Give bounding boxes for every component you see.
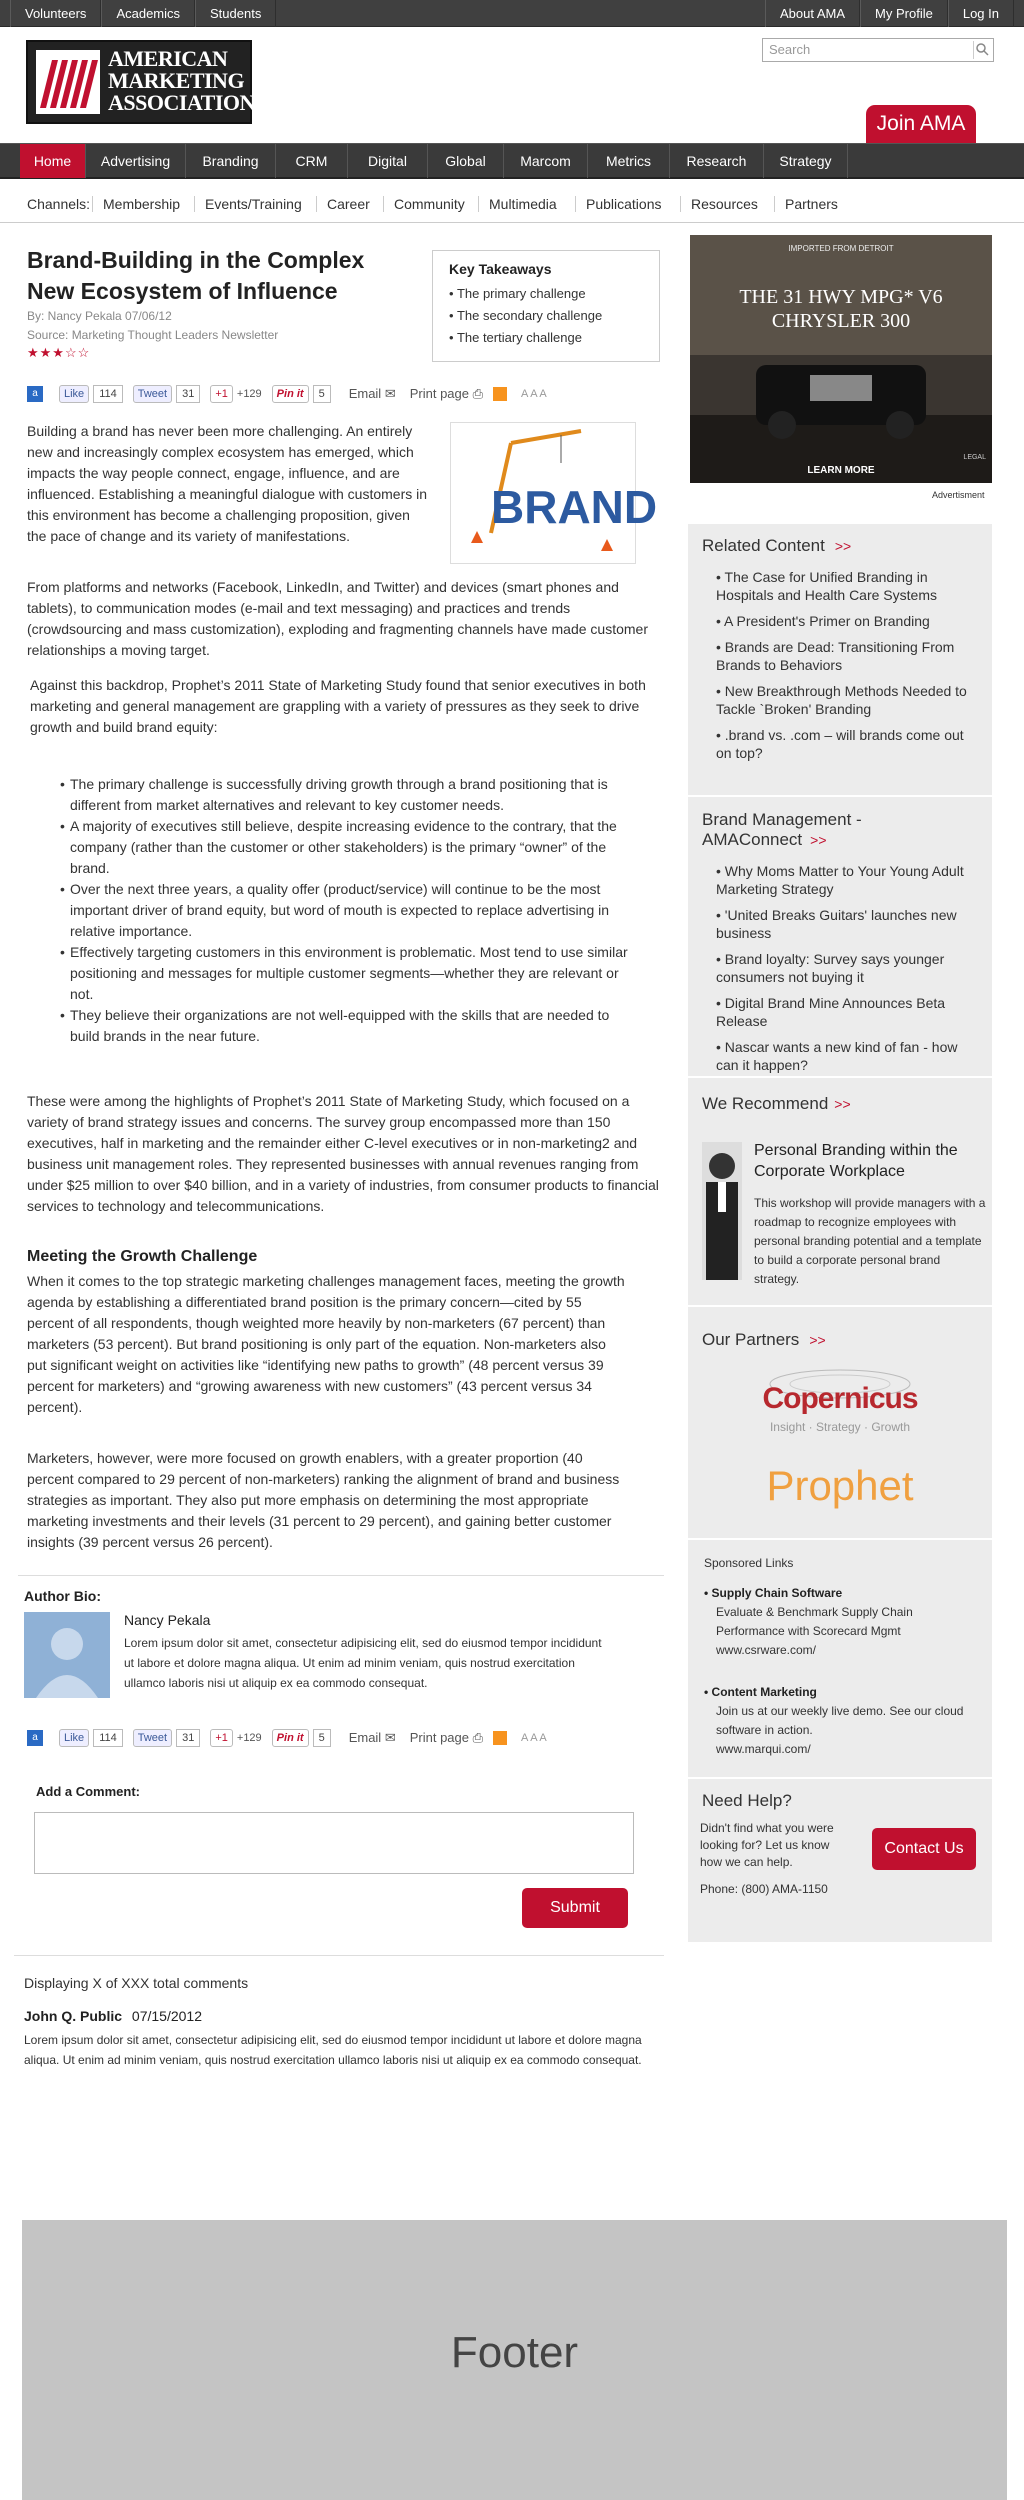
nav-strategy[interactable]: Strategy	[764, 144, 848, 178]
channel-membership[interactable]: Membership	[92, 196, 190, 212]
sponsored-link[interactable]	[704, 1584, 984, 1660]
addthis-icon[interactable]: a	[27, 1730, 43, 1746]
copernicus-tagline: Insight · Strategy · Growth	[769, 1420, 911, 1434]
ad-learn-more: LEARN MORE	[807, 465, 875, 476]
tweet-count: 31	[176, 385, 200, 403]
article-paragraph: Against this backdrop, Prophet’s 2011 State of Marketing Study found that senior executives in both marketing and general management are grappling with a variety of pressures as they seek to drive growth and build brand equity:	[30, 677, 646, 735]
add-comment-heading: Add a Comment:	[36, 1784, 140, 1799]
share-bar	[27, 385, 647, 403]
channel-events[interactable]: Events/Training	[194, 196, 312, 212]
ama-logo[interactable]	[26, 40, 255, 124]
comment-count: Displaying X of XXX total comments	[24, 1975, 249, 1991]
ad-legal: LEGAL	[963, 454, 986, 461]
article-source: Source: Marketing Thought Leaders Newsletter	[27, 328, 279, 342]
brand-image	[450, 422, 658, 564]
sponsored-link-url: www.marqui.com/	[716, 1742, 811, 1756]
sponsored-link[interactable]	[704, 1683, 984, 1759]
article-paragraph: When it comes to the top strategic marketing challenges management faces, meeting the growth agenda by establishing a differentiated brand position is the primary concern—cited by 55 percent of all respondents, though weighted more heavily by non-marketers (67 percent) than marketers (53 percent). But brand positioning is only part of the equation. Non-marketers also put significant weight on activities like “identifying new paths to growth” (48 percent versus 39 percent for marketers) and “growing awareness with new customers” (43 percent versus 34 percent).	[27, 1273, 625, 1415]
search-input[interactable]: Search	[762, 38, 994, 62]
nav-metrics[interactable]: Metrics	[588, 144, 670, 178]
rss-icon[interactable]	[493, 1731, 507, 1745]
nav-home[interactable]: Home	[20, 144, 86, 178]
nav-branding[interactable]: Branding	[186, 144, 276, 178]
article-title: Brand-Building in the Complex New Ecosystem of Influence	[27, 247, 365, 304]
article-paragraph: Marketers, however, were more focused on growth enablers, with a greater proportion (40 percent compared to 29 percent of non-marketers) ranking the alignment of brand and business strategies as important. They also put more emphasis on determining the most appropriate marketing investments and their levels (31 percent to 29 percent), and gaining better customer insights (39 percent versus 26 percent).	[27, 1450, 620, 1550]
print-icon: ⎙	[472, 1730, 484, 1745]
channels-nav	[0, 190, 1024, 218]
pinterest-button[interactable]: Pin it	[272, 385, 309, 403]
email-icon: ✉	[384, 1730, 396, 1745]
channels-label: Channels:	[27, 196, 91, 212]
recommend-text: This workshop will provide managers with a roadmap to recognize employees with personal branding potential and a template to build a corporate personal brand strategy.	[754, 1196, 986, 1286]
nav-crm[interactable]: CRM	[276, 144, 348, 178]
topbar-about-link[interactable]: About AMA	[765, 0, 860, 27]
article-paragraph: From platforms and networks (Facebook, LinkedIn, and Twitter) and devices (smart phones and tablets), to communication modes (e-mail and text messaging) and practices and trends (crowdsourcing and mass customization), exploding and fragmenting channels have made customer relationships a moving target.	[27, 579, 648, 658]
help-title: Need Help?	[702, 1791, 792, 1810]
key-takeaways-title: Key Takeaways	[449, 261, 552, 277]
facebook-like-button[interactable]: Like	[59, 385, 89, 403]
addthis-icon[interactable]: a	[27, 386, 43, 402]
topbar-students-link[interactable]: Students	[195, 0, 276, 27]
join-ama-button[interactable]: Join AMA	[866, 105, 976, 143]
brand-image-text: BRAND	[491, 481, 658, 533]
help-phone: Phone: (800) AMA-1150	[700, 1882, 828, 1896]
list-item: • Effectively targeting customers in this environment is problematic. Most tend to use similar positioning and messages for multiple customer segments—whether they are relevant or not.	[60, 942, 640, 1005]
comment-text: Lorem ipsum dolor sit amet, consectetur adipisicing elit, sed do eiusmod tempor incididunt ut labore et dolore magna aliqua. Ut enim ad minim veniam, quis nostrud exercitation ullamco laboris nisi ut aliquip ex ea commodo consequat.	[24, 2033, 642, 2067]
sponsored-link-text: Join us at our weekly live demo. See our cloud software in action.	[716, 1704, 964, 1737]
tweet-count: 31	[176, 1729, 200, 1747]
nav-advertising[interactable]: Advertising	[86, 144, 186, 178]
nav-research[interactable]: Research	[670, 144, 764, 178]
amaconnect-more-link[interactable]: >>	[810, 832, 827, 848]
related-item[interactable]: • New Breakthrough Methods Needed to Tackle `Broken' Branding	[716, 683, 967, 717]
related-item[interactable]: • A President's Primer on Branding	[716, 613, 930, 629]
pinterest-button[interactable]: Pin it	[272, 1729, 309, 1747]
ama-logo-mark-icon	[36, 50, 100, 114]
related-content	[702, 536, 982, 770]
article-byline: By: Nancy Pekala 07/06/12	[27, 309, 172, 323]
article-paragraph: Building a brand has never been more challenging. An entirely new and increasingly complex ecosystem has emerged, which impacts the way people connect, engage, influence, and are influenced. Establishing a meaningful dialogue with customers in this environment has become a challenging proposition, given the pace of change and its variety of manifestations.	[27, 423, 428, 544]
help-text: Didn't find what you were looking for? Let us know how we can help.	[700, 1821, 834, 1869]
recommend-photo	[702, 1142, 742, 1280]
takeaway-item: • The primary challenge	[449, 286, 586, 301]
google-plus-button[interactable]: +1	[210, 1729, 233, 1747]
comment-header	[24, 2008, 202, 2024]
plus-count: +129	[236, 388, 262, 400]
google-plus-button[interactable]: +1	[210, 385, 233, 403]
amaconnect-item[interactable]: • Digital Brand Mine Announces Beta Release	[716, 995, 946, 1029]
channel-publications[interactable]: Publications	[575, 196, 672, 212]
email-icon: ✉	[384, 386, 396, 401]
print-link[interactable]: Print page ⎙	[409, 386, 484, 401]
amaconnect-item[interactable]: • Why Moms Matter to Your Young Adult Marketing Strategy	[716, 863, 964, 897]
takeaway-item: • The tertiary challenge	[449, 330, 582, 345]
section-heading: Meeting the Growth Challenge	[27, 1248, 258, 1265]
plus-count: +129	[236, 1732, 262, 1744]
email-link[interactable]: Email ✉	[348, 386, 396, 401]
like-count: 114	[93, 1729, 123, 1747]
recommend-headline[interactable]: Personal Branding within the Corporate Workplace	[754, 1142, 958, 1180]
list-item: • The primary challenge is successfully driving growth through a brand positioning that is different from market alternatives and relevant to key customer needs.	[60, 774, 640, 816]
amaconnect-title: Brand Management - AMAConnect >>	[702, 810, 862, 849]
email-link[interactable]: Email ✉	[348, 1730, 396, 1745]
nav-marcom[interactable]: Marcom	[504, 144, 588, 178]
author-bio-heading: Author Bio:	[24, 1588, 101, 1604]
author-avatar	[24, 1612, 110, 1698]
topbar-login-link[interactable]: Log In	[948, 0, 1014, 27]
footer	[22, 2220, 1007, 2500]
like-count: 114	[93, 385, 123, 403]
print-icon: ⎙	[472, 386, 484, 401]
submit-comment-button[interactable]: Submit	[522, 1888, 628, 1928]
topbar-academics-link[interactable]: Academics	[101, 0, 195, 27]
tweet-button[interactable]: Tweet	[133, 385, 172, 403]
channel-resources[interactable]: Resources	[680, 196, 768, 212]
search-icon[interactable]	[973, 41, 991, 59]
amaconnect-section	[702, 810, 982, 1082]
sponsored-link-url: www.csrware.com/	[716, 1643, 817, 1657]
channel-multimedia[interactable]: Multimedia	[478, 196, 567, 212]
copernicus-logo[interactable]	[740, 1360, 940, 1440]
ad-headline-1: THE 31 HWY MPG* V6	[739, 286, 943, 308]
sponsored-link-text: Evaluate & Benchmark Supply Chain Performance with Scorecard Mgmt	[716, 1605, 913, 1638]
ad-top-text: IMPORTED FROM DETROIT	[788, 244, 894, 253]
nav-global[interactable]: Global	[428, 144, 504, 178]
commenter-name: John Q. Public	[24, 2008, 123, 2024]
recommend-title: We Recommend >>	[702, 1094, 851, 1113]
footer-label: Footer	[450, 2328, 579, 2377]
rss-icon[interactable]	[493, 387, 507, 401]
related-item[interactable]: • Brands are Dead: Transitioning From Brands to Behaviors	[716, 639, 955, 673]
pin-count: 5	[313, 385, 331, 403]
comment-textarea[interactable]	[34, 1812, 634, 1874]
amaconnect-item[interactable]: • Brand loyalty: Survey says younger consumers not buying it	[716, 951, 945, 985]
utility-bar	[0, 0, 1024, 27]
contact-us-button[interactable]: Contact Us	[872, 1828, 976, 1870]
ama-logo-text: AMERICAN MARKETING ASSOCIATION	[108, 46, 255, 115]
partners-more-link[interactable]: >>	[809, 1332, 826, 1348]
channel-partners[interactable]: Partners	[774, 196, 848, 212]
related-item[interactable]: • The Case for Unified Branding in Hospitals and Health Care Systems	[716, 569, 937, 603]
channel-career[interactable]: Career	[316, 196, 380, 212]
related-item[interactable]: • .brand vs. .com – will brands come out on top?	[716, 727, 964, 761]
topbar-volunteers-link[interactable]: Volunteers	[10, 0, 101, 27]
share-bar-bottom	[27, 1729, 647, 1747]
channel-community[interactable]: Community	[383, 196, 475, 212]
sponsored-title: Sponsored Links	[704, 1556, 794, 1570]
font-size-controls[interactable]: A A A	[521, 1732, 547, 1744]
amaconnect-item[interactable]: • Nascar wants a new kind of fan - how can it happen?	[716, 1039, 958, 1073]
print-link[interactable]: Print page ⎙	[409, 1730, 484, 1745]
recommend-more-link[interactable]: >>	[834, 1096, 851, 1112]
article-paragraph: These were among the highlights of Prophet’s 2011 State of Marketing Study, which focused on a variety of brand strategy issues and concerns. The survey group encompassed more than 150 executives, half in marketing and the remainder either C-level executives or in non-marketing2 and business unit management roles. They represented businesses with annual revenues ranging from under $25 million to over $40 billion, and in a variety of industries, from consumer products to financial services to technology and telecommunications.	[27, 1093, 659, 1214]
takeaway-item: • The secondary challenge	[449, 308, 603, 323]
key-takeaways	[432, 250, 660, 362]
font-size-controls[interactable]: A A A	[521, 388, 547, 400]
partners-title: Our Partners >>	[702, 1330, 826, 1349]
sponsored-link-name: • Supply Chain Software	[704, 1586, 843, 1600]
related-more-link[interactable]: >>	[834, 538, 852, 554]
main-nav	[0, 143, 1024, 179]
ad-headline-2: CHRYSLER 300	[771, 310, 911, 332]
tweet-button[interactable]: Tweet	[133, 1729, 172, 1747]
ad-caption: Advertisment	[932, 490, 985, 500]
findings-list	[60, 774, 640, 1047]
list-item: • A majority of executives still believe, despite increasing evidence to the contrary, that the company (rather than the customer or other stakeholders) is the primary “owner” of the brand.	[60, 816, 640, 879]
list-item: • Over the next three years, a quality offer (product/service) will continue to be the most important driver of brand equity, but word of mouth is expected to replace advertising in relative importance.	[60, 879, 640, 942]
copernicus-name: Copernicus	[762, 1382, 918, 1415]
prophet-logo[interactable]: Prophet	[766, 1462, 914, 1509]
author-bio-text: Lorem ipsum dolor sit amet, consectetur adipisicing elit, sed do eiusmod tempor incididunt ut labore et dolore magna aliqua. Ut enim ad minim veniam, quis nostrud exercitation ullamco laboris nisi ut aliquip ex ea commodo consequat.	[124, 1636, 602, 1690]
related-title: Related Content >>	[702, 536, 852, 555]
comment-date: 07/15/2012	[131, 2008, 202, 2024]
pin-count: 5	[313, 1729, 331, 1747]
facebook-like-button[interactable]: Like	[59, 1729, 89, 1747]
rating-stars[interactable]: ★★★☆☆	[27, 345, 91, 360]
amaconnect-item[interactable]: • 'United Breaks Guitars' launches new business	[716, 907, 957, 941]
chrysler-ad[interactable]	[690, 235, 992, 483]
sponsored-link-name: • Content Marketing	[704, 1685, 817, 1699]
topbar-profile-link[interactable]: My Profile	[860, 0, 948, 27]
nav-digital[interactable]: Digital	[348, 144, 428, 178]
author-name[interactable]: Nancy Pekala	[124, 1612, 211, 1628]
list-item: • They believe their organizations are not well-equipped with the skills that are needed to build brands in the near future.	[60, 1005, 640, 1047]
